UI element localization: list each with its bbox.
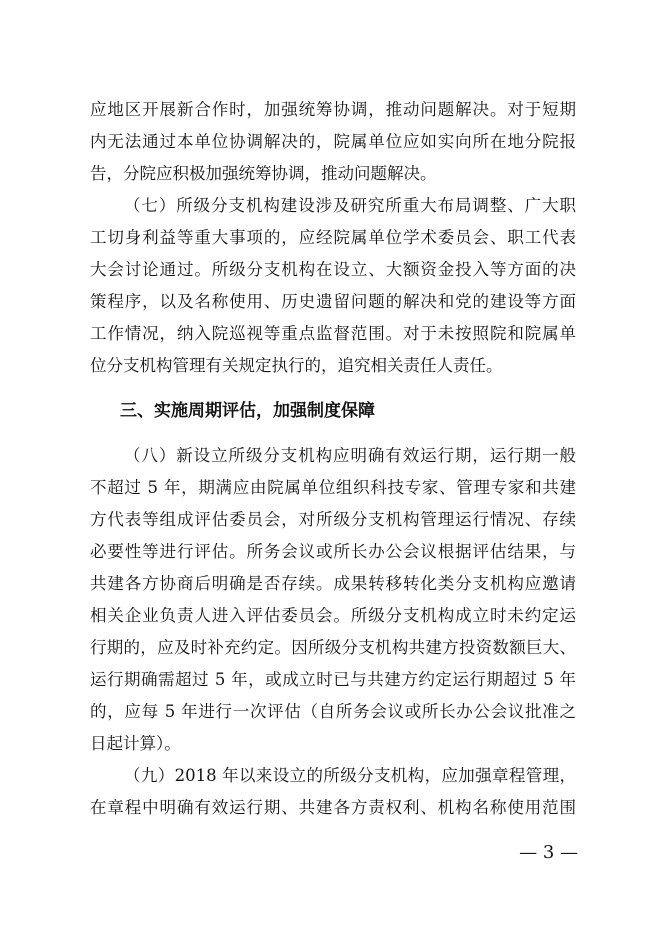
text-line: 工切身利益等重大事项的，应经院属单位学术委员会、职工代表 [90, 228, 576, 247]
text-line: 大会讨论通过。所级分支机构在设立、大额资金投入等方面的决 [90, 260, 576, 279]
section-heading: 三、实施周期评估，加强制度保障 [120, 401, 375, 421]
text-line: 位分支机构管理有关规定执行的，追究相关责任人责任。 [90, 356, 503, 375]
text-line: 策程序，以及名称使用、历史遗留问题的解决和党的建设等方面 [90, 292, 576, 311]
text-line: 的，应每 5 年进行一次评估（自所务会议或所长办公会议批准之 [90, 702, 576, 721]
paragraph-7 [90, 190, 576, 382]
text-line: （七）所级分支机构建设涉及研究所重大布局调整、广大职 [124, 196, 576, 215]
text-line: 必要性等进行评估。所务会议或所长办公会议根据评估结果，与 [90, 542, 576, 561]
paragraph-9 [90, 760, 576, 824]
text-line: 应地区开展新合作时，加强统筹协调，推动问题解决。对于短期 [90, 100, 576, 119]
text-line: 方代表等组成评估委员会，对所级分支机构管理运行情况、存续 [90, 510, 576, 529]
text-line: 工作情况，纳入院巡视等重点监督范围。对于未按照院和院属单 [90, 324, 576, 343]
text-line: 不超过 5 年，期满应由院属单位组织科技专家、管理专家和共建 [90, 478, 576, 497]
text-line: 内无法通过本单位协调解决的，院属单位应如实向所在地分院报 [90, 132, 576, 151]
page-number: — 3 — [519, 842, 578, 863]
text-line: （九）2018 年以来设立的所级分支机构，应加强章程管理， [124, 766, 576, 785]
text-line: 运行期确需超过 5 年，或成立时已与共建方约定运行期超过 5 年 [90, 670, 576, 689]
text-line: 共建各方协商后明确是否存续。成果转移转化类分支机构应邀请 [90, 574, 576, 593]
paragraph-continued [90, 94, 576, 190]
text-line: 日起计算）。 [90, 734, 181, 753]
text-line: 在章程中明确有效运行期、共建各方责权利、机构名称使用范围 [90, 798, 576, 817]
paragraph-8 [90, 440, 576, 760]
text-line: 告，分院应积极加强统筹协调，推动问题解决。 [90, 164, 437, 183]
text-line: （八）新设立所级分支机构应明确有效运行期，运行期一般 [124, 446, 576, 465]
text-line: 行期的，应及时补充约定。因所级分支机构共建方投资数额巨大、 [90, 638, 576, 657]
text-line: 相关企业负责人进入评估委员会。所级分支机构成立时未约定运 [90, 606, 576, 625]
document-body [90, 94, 576, 824]
